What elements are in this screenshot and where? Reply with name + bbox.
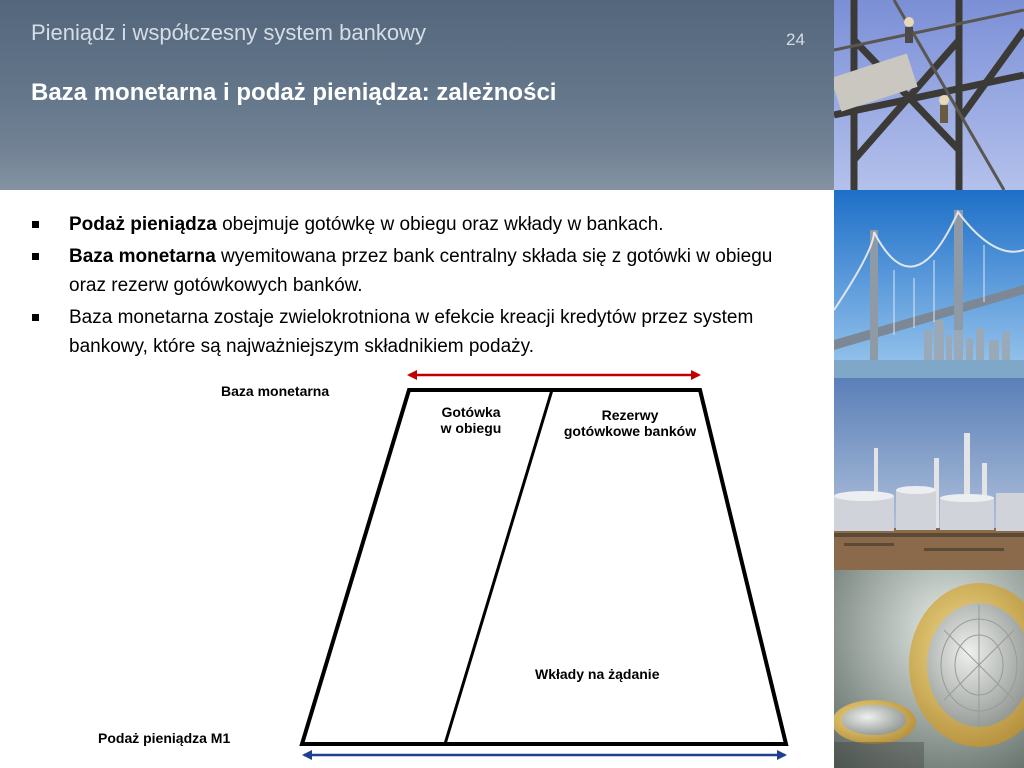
currency-label-line1: Gotówka: [441, 404, 501, 420]
reserves-label: [545, 407, 715, 439]
page-number: 24: [786, 30, 805, 49]
currency-label: [420, 404, 522, 436]
photo-strip: [834, 0, 1024, 768]
bullet-item: [32, 303, 812, 361]
header-fade: [0, 150, 834, 190]
coins-photo: [834, 570, 1024, 768]
reserves-label-line2: gotówkowe banków: [563, 423, 697, 439]
bullet-list: [32, 210, 812, 364]
bullet-text: Baza monetarna zostaje zwielokrotniona w efekcie kreacji kredytów przez system bankowy, które są najważniejszym składnikiem podaży.: [69, 307, 754, 357]
bullet-bold-term: Baza monetarna: [69, 246, 216, 267]
steel-construction-photo: [834, 0, 1024, 190]
bullet-marker: [32, 314, 39, 321]
divider-line: [445, 390, 552, 744]
refinery-photo: [834, 378, 1024, 570]
bullet-text: obejmuje gotówkę w obiegu oraz wkłady w bankach.: [216, 214, 664, 235]
bullet-bold-term: Podaż pieniądza: [69, 214, 217, 235]
bullet-item: [32, 242, 812, 300]
supply-label: Podaż pieniądza M1: [98, 730, 231, 746]
slide-header: [0, 0, 834, 190]
bullet-marker: [32, 253, 39, 260]
bullet-text: wyemitowana przez bank centralny składa się z gotówki w obiegu oraz rezerw gotówkowych banków.: [69, 246, 773, 296]
bullet-item: [32, 210, 812, 239]
deck-title: Pieniądz i współczesny system bankowy: [31, 20, 426, 45]
money-base-diagram: [0, 360, 834, 768]
base-label: Baza monetarna: [221, 383, 330, 399]
deposits-label: Wkłady na żądanie: [535, 666, 660, 682]
currency-label-line2: w obiegu: [440, 420, 502, 436]
trapezoid-outline: [302, 390, 786, 744]
bullet-marker: [32, 221, 39, 228]
reserves-label-line1: Rezerwy: [601, 407, 659, 423]
suspension-bridge-photo: [834, 190, 1024, 378]
slide-title: Baza monetarna i podaż pieniądza: zależności: [31, 79, 557, 106]
